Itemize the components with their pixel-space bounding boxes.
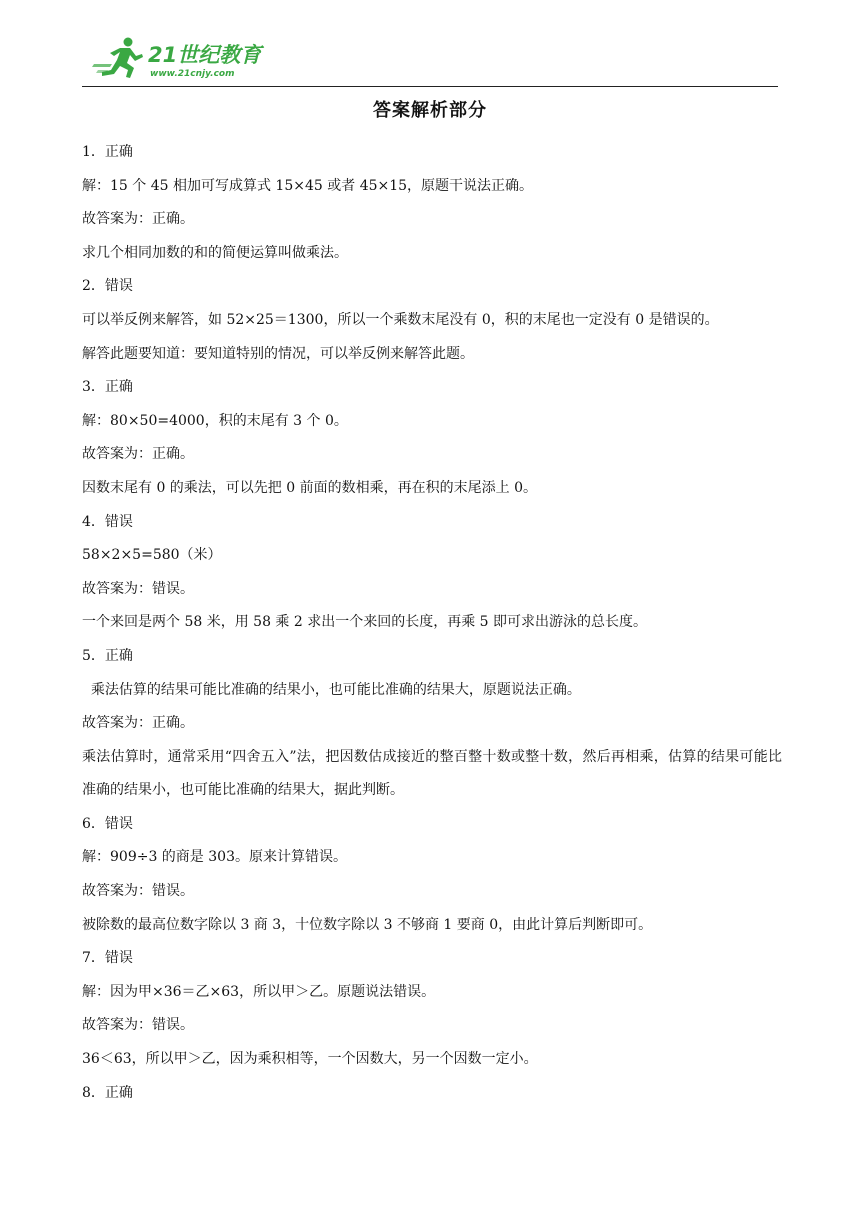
text-line: 故答案为：错误。 bbox=[82, 883, 194, 900]
runner-icon bbox=[92, 38, 143, 79]
text-paragraph: 乘法估算时，通常采用“四舍五入”法，把因数估成接近的整百整十数或整十数，然后再相乘，估算的结果可能比准确的结果小，也可能比准确的结果大，据此判断。 bbox=[82, 748, 782, 799]
text-line: 1．正确 bbox=[82, 144, 133, 160]
text-line: 2．错误 bbox=[82, 278, 133, 295]
text-line: 解：因为甲×36＝乙×63，所以甲＞乙。原题说法错误。 bbox=[82, 983, 436, 1000]
answer-content bbox=[82, 136, 782, 1110]
text-line: 求几个相同加数的和的简便运算叫做乘法。 bbox=[82, 244, 348, 261]
text-line: 3．正确 bbox=[82, 379, 133, 396]
text-line: 解：909÷3 的商是 303。原来计算错误。 bbox=[82, 849, 347, 866]
text-line: 解：80×50=4000，积的末尾有 3 个 0。 bbox=[82, 412, 348, 429]
text-line: 36＜63，所以甲＞乙，因为乘积相等，一个因数大，另一个因数一定小。 bbox=[82, 1051, 538, 1068]
text-line: 故答案为：错误。 bbox=[82, 580, 194, 597]
text-line: 解：15 个 45 相加可写成算式 15×45 或者 45×15，原题干说法正确。 bbox=[82, 177, 534, 194]
text-line: 4．错误 bbox=[82, 513, 133, 530]
logo-url: www.21cnjy.com bbox=[150, 69, 235, 79]
page-header bbox=[82, 28, 778, 87]
text-line: 可以举反例来解答，如 52×25＝1300，所以一个乘数末尾没有 0，积的末尾也一定没有 0 是错误的。 bbox=[82, 311, 719, 328]
text-line: 8．正确 bbox=[82, 1084, 133, 1101]
logo bbox=[90, 34, 270, 82]
text-line: 58×2×5=580（米） bbox=[82, 547, 222, 564]
logo-text: 21世纪教育 bbox=[148, 43, 262, 67]
text-line: 7．错误 bbox=[82, 950, 133, 967]
text-line: 被除数的最高位数字除以 3 商 3，十位数字除以 3 不够商 1 要商 0，由此计算后判断即可。 bbox=[82, 916, 653, 933]
text-line: 因数末尾有 0 的乘法，可以先把 0 前面的数相乘，再在积的末尾添上 0。 bbox=[82, 479, 537, 496]
text-line: 故答案为：错误。 bbox=[82, 1017, 194, 1034]
text-line: 6．错误 bbox=[82, 815, 133, 832]
text-line: 故答案为：正确。 bbox=[82, 446, 194, 463]
text-line: 故答案为：正确。 bbox=[82, 715, 194, 732]
page-title: 答案解析部分 bbox=[373, 100, 487, 121]
text-line: 一个来回是两个 58 米，用 58 乘 2 求出一个来回的长度，再乘 5 即可求出游泳的总长度。 bbox=[82, 614, 648, 631]
text-line: 乘法估算的结果可能比准确的结果小，也可能比准确的结果大，原题说法正确。 bbox=[82, 681, 581, 698]
text-line: 故答案为：正确。 bbox=[82, 211, 194, 228]
text-line: 5．正确 bbox=[82, 647, 133, 664]
text-line: 解答此题要知道：要知道特别的情况，可以举反例来解答此题。 bbox=[82, 345, 474, 362]
